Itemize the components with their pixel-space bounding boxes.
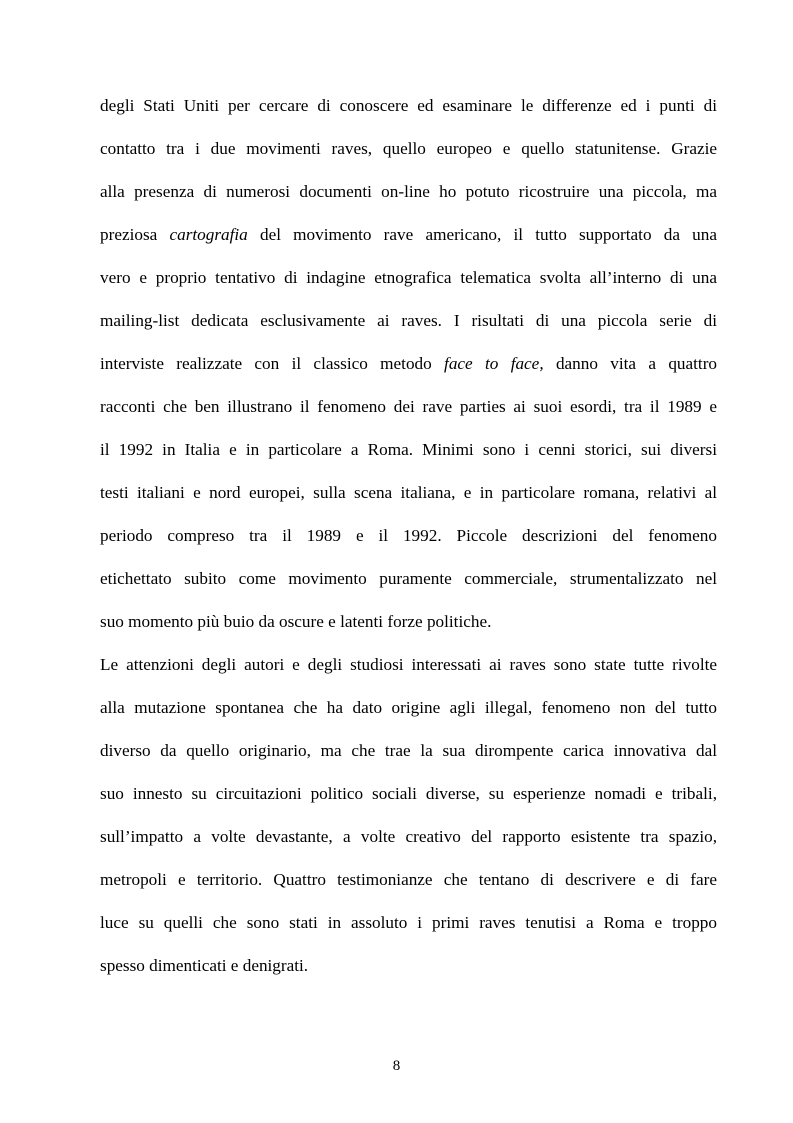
body-text	[100, 84, 717, 987]
text-line: alla mutazione spontanea che ha dato origine agli illegal, fenomeno non del tutto	[100, 698, 717, 717]
text-line: preziosa cartografia del movimento rave americano, il tutto supportato da una	[100, 225, 717, 244]
text-line: alla presenza di numerosi documenti on-line ho potuto ricostruire una piccola, ma	[100, 182, 717, 201]
text-line: testi italiani e nord europei, sulla scena italiana, e in particolare romana, relativi al	[100, 483, 717, 502]
text-line: diverso da quello originario, ma che trae la sua dirompente carica innovativa dal	[100, 741, 717, 760]
text-line: metropoli e territorio. Quattro testimonianze che tentano di descrivere e di fare	[100, 870, 717, 889]
text-line: racconti che ben illustrano il fenomeno dei rave parties ai suoi esordi, tra il 1989 e	[100, 397, 717, 416]
text-line: etichettato subito come movimento puramente commerciale, strumentalizzato nel	[100, 569, 717, 588]
italic-term: face to face,	[444, 354, 544, 373]
text-line: periodo compreso tra il 1989 e il 1992. Piccole descrizioni del fenomeno	[100, 526, 717, 545]
text-line: sull’impatto a volte devastante, a volte creativo del rapporto esistente tra spazio,	[100, 827, 717, 846]
text-line: vero e proprio tentativo di indagine etnografica telematica svolta all’interno di una	[100, 268, 717, 287]
text-line: degli Stati Uniti per cercare di conoscere ed esaminare le differenze ed i punti di	[100, 96, 717, 115]
text-line: suo innesto su circuitazioni politico sociali diverse, su esperienze nomadi e tribali,	[100, 784, 717, 803]
text-line: il 1992 in Italia e in particolare a Roma. Minimi sono i cenni storici, sui diversi	[100, 440, 717, 459]
text-line: mailing-list dedicata esclusivamente ai raves. I risultati di una piccola serie di	[100, 311, 717, 330]
text-line: luce su quelli che sono stati in assoluto i primi raves tenutisi a Roma e troppo	[100, 913, 717, 932]
text-line: contatto tra i due movimenti raves, quello europeo e quello statunitense. Grazie	[100, 139, 717, 158]
text-line: Le attenzioni degli autori e degli studiosi interessati ai raves sono state tutte rivolte	[100, 655, 717, 674]
page-number: 8	[392, 1058, 401, 1074]
italic-term: cartografia	[169, 225, 248, 244]
text-line: interviste realizzate con il classico metodo face to face, danno vita a quattro	[100, 354, 718, 373]
text-line: spesso dimenticati e denigrati.	[100, 956, 309, 975]
text-line: suo momento più buio da oscure e latenti forze politiche.	[100, 612, 492, 631]
